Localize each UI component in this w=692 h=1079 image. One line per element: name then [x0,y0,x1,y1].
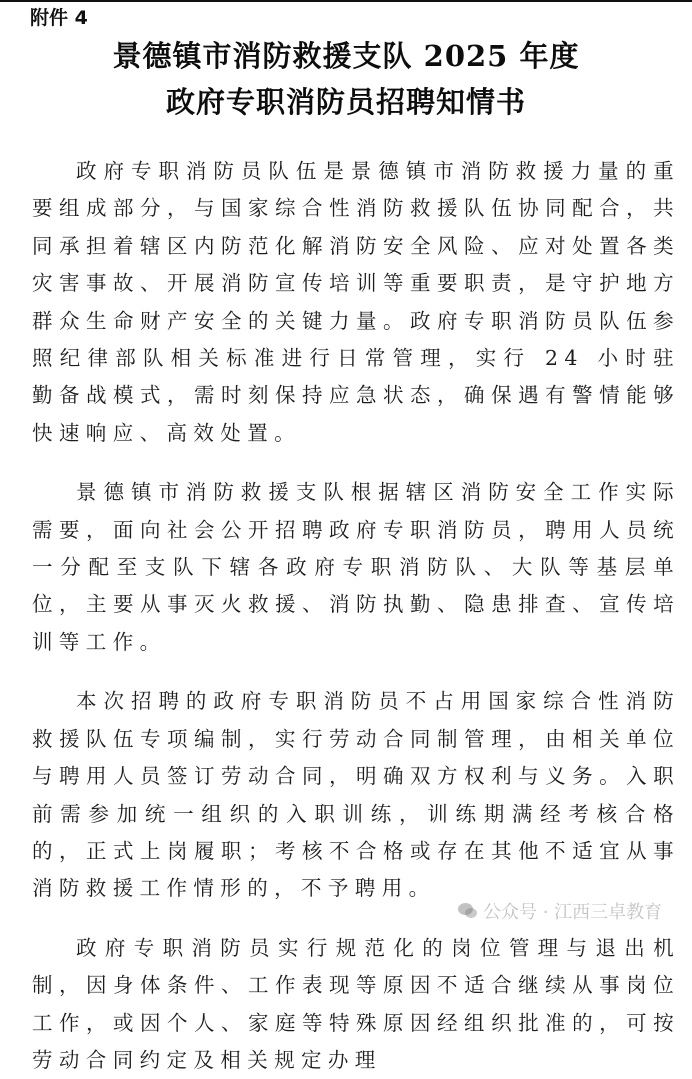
document-title-line-2: 政府专职消防员招聘知情书 [165,85,526,119]
paragraph-2: 景德镇市消防救援支队根据辖区消防安全工作实际需要，面向社会公开招聘政府专职消防员，聘用人员统一分配至支队下辖各政府专职消防队、大队等基层单位，主要从事灭火救援、消防执勤、隐患排查、宣传培训等工作。 [32,480,680,654]
top-border-line [0,0,692,2]
paragraph-1: 政府专职消防员队伍是景德镇市消防救援力量的重要组成部分，与国家综合性消防救援队伍协同配合，共同承担着辖区内防范化解消防安全风险、应对处置各类灾害事故、开展消防宣传培训等重要职责，是守护地方群众生命财产安全的关键力量。政府专职消防员队伍参照纪律部队相关标准进行日常管理，实行 24 小时驻勤备战模式，需时刻保持应急状态，确保遇有警情能够快速响应、高效处置。 [32,159,680,445]
paragraph-4: 政府专职消防员实行规范化的岗位管理与退出机制，因身体条件、工作表现等原因不适合继续从事岗位工作，或因个人、家庭等特殊原因经组织批准的，可按劳动合同约定及相关规定办理 [32,935,680,1072]
document-title-line-1: 景德镇市消防救援支队 2025 年度 [112,39,580,73]
document-body [32,153,680,1079]
paragraph-3: 本次招聘的政府专职消防员不占用国家综合性消防救援队伍专项编制，实行劳动合同制管理，由相关单位与聘用人员签订劳动合同，明确双方权利与义务。入职前需参加统一组织的入职训练，训练期满经考核合格的，正式上岗履职；考核不合格或存在其他不适宜从事消防救援工作情形的，不予聘用。 [32,689,680,901]
attachment-label: 附件 4 [30,7,88,29]
watermark-text: 公众号 · 江西三卓教育 [483,902,663,923]
